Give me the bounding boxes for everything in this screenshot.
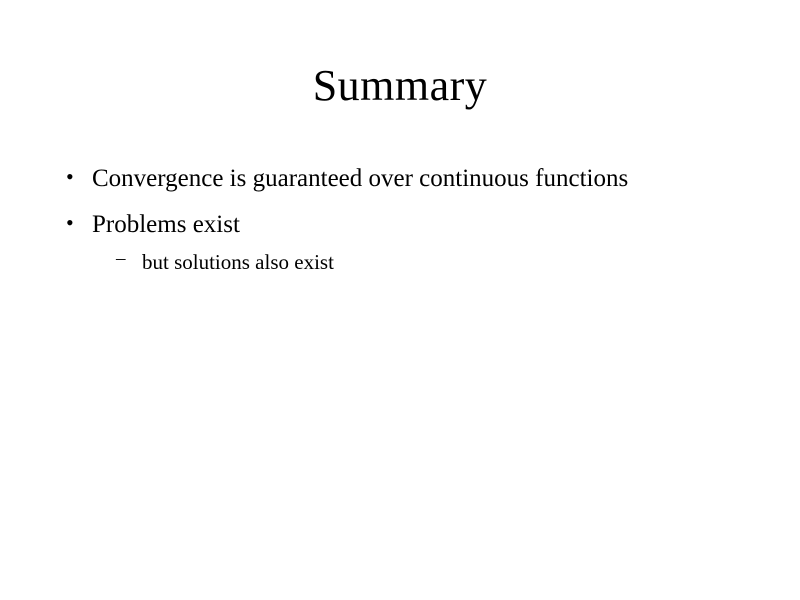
sub-list-item [110, 249, 742, 276]
list-item-label: Problems exist [92, 211, 240, 238]
bullet-marker-icon: • [66, 210, 74, 235]
sub-bullet-list [92, 249, 742, 276]
page-title: Summary [312, 61, 488, 110]
bullet-marker-icon: • [66, 164, 74, 189]
dash-marker-icon: – [116, 248, 126, 269]
sub-list-item-label: but solutions also exist [142, 250, 334, 274]
list-item-label: Convergence is guaranteed over continuous functions [92, 165, 629, 192]
bullet-list [62, 163, 742, 290]
list-item [62, 163, 742, 195]
list-item [62, 209, 742, 276]
